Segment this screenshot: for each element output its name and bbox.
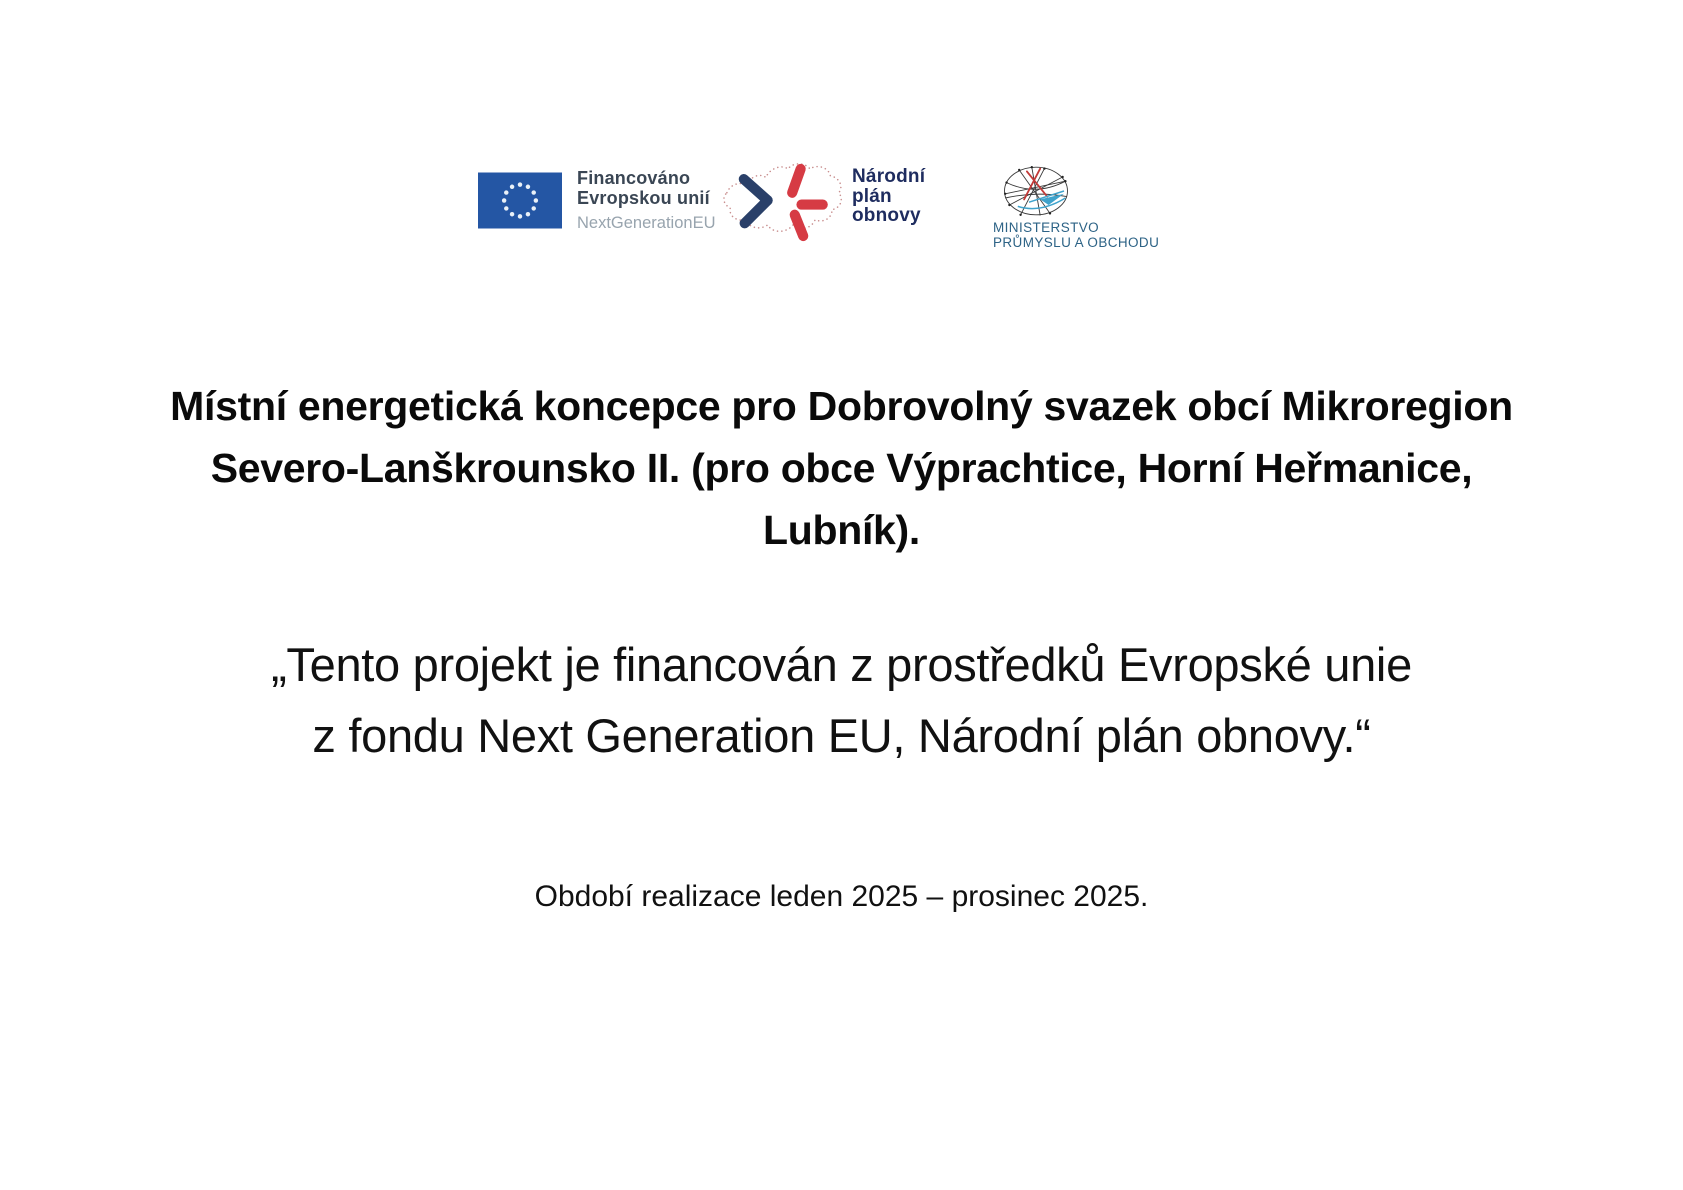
mpo-logo-text — [993, 220, 1160, 250]
npo-logo — [718, 152, 925, 247]
npo-arrow-map-icon — [718, 152, 846, 247]
title-line-1: Místní energetická koncepce pro Dobrovolný svazek obcí Mikroregion — [170, 383, 1513, 429]
document-title — [0, 375, 1683, 561]
eu-flag-icon — [478, 172, 562, 229]
eu-logo-line1: Financováno — [577, 168, 691, 188]
npo-logo-text — [852, 167, 925, 226]
npo-logo-line2: plán — [852, 185, 892, 207]
realization-period: Období realizace leden 2025 – prosinec 2025. — [534, 880, 1149, 913]
npo-logo-line1: Národní — [852, 166, 926, 188]
eu-logo-line3: NextGenerationEU — [577, 214, 716, 232]
funding-statement-line-2: z fondu Next Generation EU, Národní plán obnovy.“ — [312, 709, 1371, 762]
npo-red-strokes — [792, 169, 823, 236]
eu-funding-logo — [478, 168, 716, 232]
mpo-logo-line2: PRŮMYSLU A OBCHODU — [993, 234, 1160, 250]
mpo-logo-line1: MINISTERSTVO — [993, 220, 1100, 235]
funding-statement — [0, 629, 1683, 771]
title-line-2: Severo-Lanškrounsko II. (pro obce Výprachtice, Horní Heřmanice, — [210, 445, 1473, 491]
mpo-logo — [993, 164, 1160, 250]
eu-logo-text — [577, 168, 716, 232]
npo-logo-line3: obnovy — [852, 205, 921, 227]
title-line-3: Lubník). — [762, 507, 920, 553]
npo-chevron — [744, 179, 768, 223]
funding-statement-line-1: „Tento projekt je financován z prostředků Evropské unie — [271, 638, 1412, 691]
eu-logo-line2: Evropskou unií — [577, 188, 710, 208]
mpo-globe-icon — [1001, 164, 1071, 218]
